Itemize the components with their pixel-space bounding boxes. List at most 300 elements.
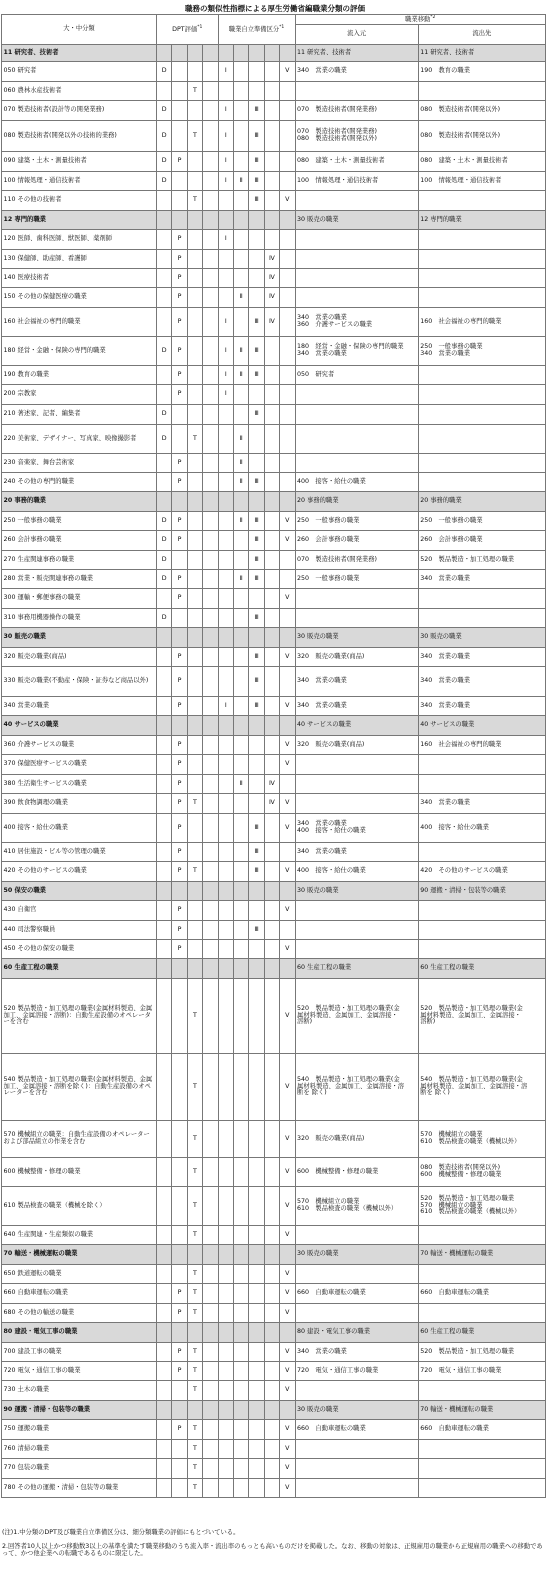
code-i1 — [218, 45, 233, 62]
occupation-label: 370 保健医療サービスの職業 — [2, 755, 157, 775]
inflow-cell — [295, 1121, 418, 1158]
outflow-line: 340 営業の職業 — [420, 799, 470, 807]
outflow-cell — [418, 1323, 545, 1343]
code-d — [156, 308, 171, 337]
table-row — [2, 940, 546, 959]
inflow-cell — [295, 152, 418, 172]
section-label: 12 専門的職業 — [2, 211, 157, 230]
code-i3: Ⅲ — [249, 921, 264, 940]
outflow-cell — [418, 531, 545, 551]
occupation-label: 650 鉄道運転の職業 — [2, 1265, 157, 1284]
outflow-line: 400 接客・給仕の職業 — [420, 823, 489, 831]
code-d — [156, 794, 171, 814]
inflow-cell — [295, 269, 418, 288]
code-i4 — [264, 405, 279, 425]
code-empty — [203, 121, 218, 152]
code-i3: Ⅲ — [249, 121, 264, 152]
code-p: P — [172, 940, 187, 959]
code-p — [172, 1187, 187, 1226]
occupation-label: 400 接客・給仕の職業 — [2, 814, 157, 843]
code-i2 — [233, 531, 248, 551]
code-i3 — [249, 1343, 264, 1362]
code-i4 — [264, 366, 279, 385]
occupation-label: 420 その他のサービスの職業 — [2, 862, 157, 882]
table-row — [2, 794, 546, 814]
code-d — [156, 1187, 171, 1226]
code-v — [280, 121, 295, 152]
code-d — [156, 814, 171, 843]
code-i1 — [218, 814, 233, 843]
code-i4 — [264, 82, 279, 101]
inflow-cell — [295, 843, 418, 862]
inflow-cell — [295, 172, 418, 191]
inflow-cell — [295, 492, 418, 512]
code-i2 — [233, 1121, 248, 1158]
code-empty — [203, 1381, 218, 1401]
code-i1 — [218, 1121, 233, 1158]
code-d — [156, 755, 171, 775]
section-row — [2, 1401, 546, 1420]
outflow-cell — [418, 385, 545, 405]
code-i3 — [249, 1362, 264, 1381]
inflow-cell — [295, 230, 418, 250]
code-t — [187, 473, 202, 492]
code-i1 — [218, 775, 233, 794]
code-d: D — [156, 152, 171, 172]
code-empty — [203, 1158, 218, 1187]
code-d: D — [156, 405, 171, 425]
footnote-2: 2.回答者10人以上かつ移動数3以上の基準を満たす職業移動のうち流入率・流出率のもっとも高いものだけを掲載した。なお、移動の対象は、正規雇用の職業から正規雇用の職業への移動であって、かつ他企業への転職であるものに限定した。 — [2, 1542, 543, 1558]
inflow-line: 340 営業の職業 — [297, 820, 347, 828]
code-p — [172, 882, 187, 901]
code-t: T — [187, 121, 202, 152]
table-row — [2, 250, 546, 269]
code-i4 — [264, 814, 279, 843]
code-d — [156, 843, 171, 862]
inflow-cell — [295, 979, 418, 1054]
code-d — [156, 211, 171, 230]
table-row — [2, 1265, 546, 1284]
outflow-line: 610 製品検査の職業（機械以外） — [420, 1208, 521, 1216]
table-row — [2, 697, 546, 716]
inflow-cell — [295, 211, 418, 230]
code-d — [156, 1459, 171, 1479]
inflow-cell — [295, 648, 418, 667]
code-t: T — [187, 862, 202, 882]
code-v — [280, 609, 295, 628]
occupation-label: 230 音楽家、舞台芸術家 — [2, 454, 157, 473]
code-p: P — [172, 269, 187, 288]
table-row — [2, 570, 546, 589]
code-i2 — [233, 405, 248, 425]
code-d: D — [156, 570, 171, 589]
code-v — [280, 492, 295, 512]
code-p: P — [172, 794, 187, 814]
inflow-line: 340 営業の職業 — [297, 847, 347, 855]
code-v — [280, 959, 295, 979]
code-v: Ⅴ — [280, 755, 295, 775]
section-label: 90 運搬・清掃・包装等の職業 — [2, 1401, 157, 1420]
inflow-cell — [295, 1304, 418, 1323]
footnote-1: (注)1.中分類のDPT及び職業自立準備区分は、細分類職業の評価にもとづいている。 — [2, 1529, 240, 1536]
outflow-line: 420 その他のサービスの職業 — [420, 867, 508, 875]
code-i4 — [264, 473, 279, 492]
code-empty — [203, 1343, 218, 1362]
occupation-label: 210 著述家、記者、編集者 — [2, 405, 157, 425]
outflow-line: 60 生産工程の職業 — [420, 1328, 475, 1336]
code-v: Ⅴ — [280, 1187, 295, 1226]
outflow-cell — [418, 901, 545, 921]
code-d — [156, 979, 171, 1054]
code-i3: Ⅲ — [249, 337, 264, 366]
code-t — [187, 901, 202, 921]
code-d — [156, 862, 171, 882]
occupation-label: 780 その他の運搬・清掃・包装等の職業 — [2, 1479, 157, 1498]
code-t — [187, 648, 202, 667]
outflow-cell — [418, 959, 545, 979]
outflow-line: 断を 除く) — [420, 1089, 450, 1097]
code-empty — [203, 62, 218, 82]
code-i3 — [249, 492, 264, 512]
inflow-cell — [295, 1381, 418, 1401]
occupation-label: 640 生産関連・生産類似の職業 — [2, 1226, 157, 1245]
code-i2: Ⅱ — [233, 512, 248, 531]
outflow-cell — [418, 1381, 545, 1401]
occupation-label: 110 その他の技術者 — [2, 191, 157, 211]
code-v: Ⅴ — [280, 979, 295, 1054]
code-empty — [203, 1304, 218, 1323]
section-label: 30 販売の職業 — [2, 628, 157, 648]
code-empty — [203, 531, 218, 551]
code-v: Ⅴ — [280, 1226, 295, 1245]
outflow-line: 340 営業の職業 — [420, 677, 470, 685]
code-empty — [203, 940, 218, 959]
code-i3 — [249, 1440, 264, 1459]
outflow-cell — [418, 648, 545, 667]
inflow-cell — [295, 454, 418, 473]
section-label: 20 事務的職業 — [2, 492, 157, 512]
code-empty — [203, 570, 218, 589]
inflow-line: 11 研究者、技術者 — [297, 48, 352, 56]
code-empty — [203, 667, 218, 697]
code-empty — [203, 979, 218, 1054]
code-p: P — [172, 337, 187, 366]
occupation-label: 120 医師、歯科医師、獣医師、薬剤師 — [2, 230, 157, 250]
outflow-line: 160 社会福祉の専門的職業 — [420, 317, 502, 325]
code-i4 — [264, 1323, 279, 1343]
code-i3 — [249, 882, 264, 901]
code-p: P — [172, 667, 187, 697]
code-t: T — [187, 1284, 202, 1304]
table-row — [2, 755, 546, 775]
code-i3: Ⅲ — [249, 366, 264, 385]
code-i1 — [218, 250, 233, 269]
code-i1 — [218, 551, 233, 570]
code-d — [156, 1158, 171, 1187]
section-row — [2, 211, 546, 230]
outflow-cell — [418, 366, 545, 385]
table-row — [2, 921, 546, 940]
occupation-label: 100 情報処理・通信技術者 — [2, 172, 157, 191]
code-v — [280, 921, 295, 940]
section-label: 40 サービスの職業 — [2, 716, 157, 736]
code-i4 — [264, 121, 279, 152]
outflow-cell — [418, 337, 545, 366]
outflow-line: 660 自動車運転の職業 — [420, 1289, 489, 1297]
code-i4 — [264, 101, 279, 121]
code-i1: Ⅰ — [218, 152, 233, 172]
code-i4 — [264, 940, 279, 959]
outflow-cell — [418, 62, 545, 82]
code-d — [156, 82, 171, 101]
code-t — [187, 152, 202, 172]
code-i4 — [264, 531, 279, 551]
outflow-cell — [418, 589, 545, 609]
code-i1 — [218, 512, 233, 531]
inflow-cell — [295, 82, 418, 101]
code-i2 — [233, 152, 248, 172]
code-v: Ⅴ — [280, 1420, 295, 1440]
code-v — [280, 1323, 295, 1343]
code-v: Ⅴ — [280, 901, 295, 921]
code-i4 — [264, 230, 279, 250]
outflow-line: 340 営業の職業 — [420, 701, 470, 709]
outflow-cell — [418, 921, 545, 940]
inflow-cell — [295, 308, 418, 337]
inflow-cell — [295, 921, 418, 940]
code-v: Ⅴ — [280, 1479, 295, 1498]
code-i2 — [233, 308, 248, 337]
code-empty — [203, 492, 218, 512]
code-empty — [203, 959, 218, 979]
code-v — [280, 551, 295, 570]
table-row — [2, 1362, 546, 1381]
inflow-cell — [295, 288, 418, 308]
code-i3: Ⅲ — [249, 473, 264, 492]
code-i1 — [218, 1401, 233, 1420]
section-label: 70 輸送・機械運転の職業 — [2, 1245, 157, 1265]
code-v — [280, 337, 295, 366]
code-i2 — [233, 921, 248, 940]
section-row — [2, 1245, 546, 1265]
inflow-line: 340 営業の職業 — [297, 1347, 347, 1355]
code-empty — [203, 230, 218, 250]
code-t — [187, 940, 202, 959]
inflow-line: 540 製品製造・加工処理の職業(金 — [297, 1075, 400, 1083]
code-p: P — [172, 570, 187, 589]
code-t: T — [187, 425, 202, 454]
inflow-line: 720 電気・通信工事の職業 — [297, 1366, 379, 1374]
code-empty — [203, 385, 218, 405]
code-t — [187, 337, 202, 366]
code-empty — [203, 425, 218, 454]
inflow-cell — [295, 609, 418, 628]
code-i4 — [264, 882, 279, 901]
code-d: D — [156, 337, 171, 366]
code-empty — [203, 551, 218, 570]
occupation-label: 070 製造技術者(設計等の開発業務) — [2, 101, 157, 121]
code-empty — [203, 1479, 218, 1498]
code-i4 — [264, 1420, 279, 1440]
inflow-cell — [295, 1265, 418, 1284]
code-v: Ⅴ — [280, 794, 295, 814]
outflow-cell — [418, 269, 545, 288]
inflow-cell — [295, 716, 418, 736]
table-row — [2, 1343, 546, 1362]
code-i4: Ⅳ — [264, 775, 279, 794]
code-d — [156, 1284, 171, 1304]
code-i3 — [249, 755, 264, 775]
table-row — [2, 1121, 546, 1158]
code-v — [280, 454, 295, 473]
outflow-line: 080 製造技術者(開発以外) — [420, 106, 501, 114]
code-i3 — [249, 1381, 264, 1401]
code-d — [156, 697, 171, 716]
outflow-cell — [418, 121, 545, 152]
code-i2 — [233, 979, 248, 1054]
section-row — [2, 492, 546, 512]
code-i4 — [264, 570, 279, 589]
outflow-cell — [418, 425, 545, 454]
code-i3 — [249, 425, 264, 454]
code-empty — [203, 648, 218, 667]
occupation-label: 080 製造技術者(開発以外の技術的業務) — [2, 121, 157, 152]
code-i4 — [264, 152, 279, 172]
code-i1: Ⅰ — [218, 101, 233, 121]
outflow-cell — [418, 755, 545, 775]
code-empty — [203, 269, 218, 288]
table-row — [2, 736, 546, 755]
table-row — [2, 288, 546, 308]
inflow-line: 260 会計事務の職業 — [297, 536, 360, 544]
code-i3: Ⅲ — [249, 512, 264, 531]
table-row — [2, 1226, 546, 1245]
outflow-line: 660 自動車運転の職業 — [420, 1425, 489, 1433]
code-t: T — [187, 1420, 202, 1440]
occupation-label: 750 運搬の職業 — [2, 1420, 157, 1440]
inflow-cell — [295, 1054, 418, 1121]
occupation-label: 320 販売の職業(商品) — [2, 648, 157, 667]
table-row — [2, 1479, 546, 1498]
code-i4 — [264, 1401, 279, 1420]
code-empty — [203, 366, 218, 385]
code-p — [172, 492, 187, 512]
code-i1 — [218, 1304, 233, 1323]
outflow-cell — [418, 882, 545, 901]
code-i3 — [249, 250, 264, 269]
outflow-line: 70 輸送・機械運転の職業 — [420, 1405, 494, 1413]
code-i3 — [249, 979, 264, 1054]
inflow-line: 属材料製造、金属加工、金属溶接・溶 — [297, 1082, 405, 1090]
code-v: Ⅴ — [280, 736, 295, 755]
code-i3 — [249, 82, 264, 101]
code-i1 — [218, 1284, 233, 1304]
code-t — [187, 385, 202, 405]
code-t: T — [187, 1440, 202, 1459]
code-i2 — [233, 492, 248, 512]
code-i2 — [233, 1401, 248, 1420]
code-v — [280, 101, 295, 121]
header-mobility: 職業移動$^{*2}$ — [295, 15, 545, 25]
code-i4: Ⅳ — [264, 269, 279, 288]
code-d — [156, 901, 171, 921]
table-row — [2, 454, 546, 473]
table-row — [2, 1158, 546, 1187]
header-inflow: 流入元 — [295, 25, 418, 45]
occupation-label: 300 運輸・郵便事務の職業 — [2, 589, 157, 609]
table-row — [2, 609, 546, 628]
code-d: D — [156, 551, 171, 570]
outflow-cell — [418, 405, 545, 425]
code-v — [280, 172, 295, 191]
outflow-cell — [418, 1226, 545, 1245]
code-i4 — [264, 843, 279, 862]
code-i2 — [233, 736, 248, 755]
code-i2 — [233, 1459, 248, 1479]
outflow-line: 100 情報処理・通信技術者 — [420, 176, 502, 184]
table-row — [2, 425, 546, 454]
inflow-line: 320 販売の職業(商品) — [297, 740, 365, 748]
code-i4 — [264, 755, 279, 775]
code-d — [156, 385, 171, 405]
table-row — [2, 82, 546, 101]
code-t — [187, 667, 202, 697]
code-v: Ⅴ — [280, 1362, 295, 1381]
code-d — [156, 1401, 171, 1420]
code-t — [187, 628, 202, 648]
code-empty — [203, 473, 218, 492]
outflow-line: 570 機械組立の職業 — [420, 1131, 483, 1139]
code-i1 — [218, 211, 233, 230]
outflow-line: 40 サービスの職業 — [420, 721, 475, 729]
inflow-cell — [295, 425, 418, 454]
code-d — [156, 1381, 171, 1401]
code-t — [187, 405, 202, 425]
inflow-line: 400 接客・給仕の職業 — [297, 477, 366, 485]
code-i2: Ⅱ — [233, 425, 248, 454]
code-i3 — [249, 269, 264, 288]
code-v: Ⅴ — [280, 697, 295, 716]
occupation-label: 200 宗教家 — [2, 385, 157, 405]
code-empty — [203, 211, 218, 230]
header-category: 大・中分類 — [2, 15, 157, 45]
inflow-cell — [295, 667, 418, 697]
code-p: P — [172, 473, 187, 492]
code-empty — [203, 1284, 218, 1304]
code-p — [172, 211, 187, 230]
outflow-line: 520 製品製造・加工処理の職業 — [420, 1194, 515, 1202]
code-d — [156, 1304, 171, 1323]
code-p: P — [172, 454, 187, 473]
code-empty — [203, 250, 218, 269]
outflow-cell — [418, 609, 545, 628]
occupation-label: 280 営業・販売関連事務の職業 — [2, 570, 157, 589]
code-i4 — [264, 1245, 279, 1265]
code-i4 — [264, 454, 279, 473]
code-empty — [203, 337, 218, 366]
occupation-label: 250 一般事務の職業 — [2, 512, 157, 531]
code-i3 — [249, 736, 264, 755]
code-p: P — [172, 1304, 187, 1323]
table-row — [2, 1440, 546, 1459]
code-t — [187, 1323, 202, 1343]
inflow-line: 340 営業の職業 — [297, 67, 347, 75]
inflow-cell — [295, 1226, 418, 1245]
table-row — [2, 473, 546, 492]
code-i4 — [264, 1343, 279, 1362]
code-d: D — [156, 609, 171, 628]
code-i2 — [233, 1479, 248, 1498]
